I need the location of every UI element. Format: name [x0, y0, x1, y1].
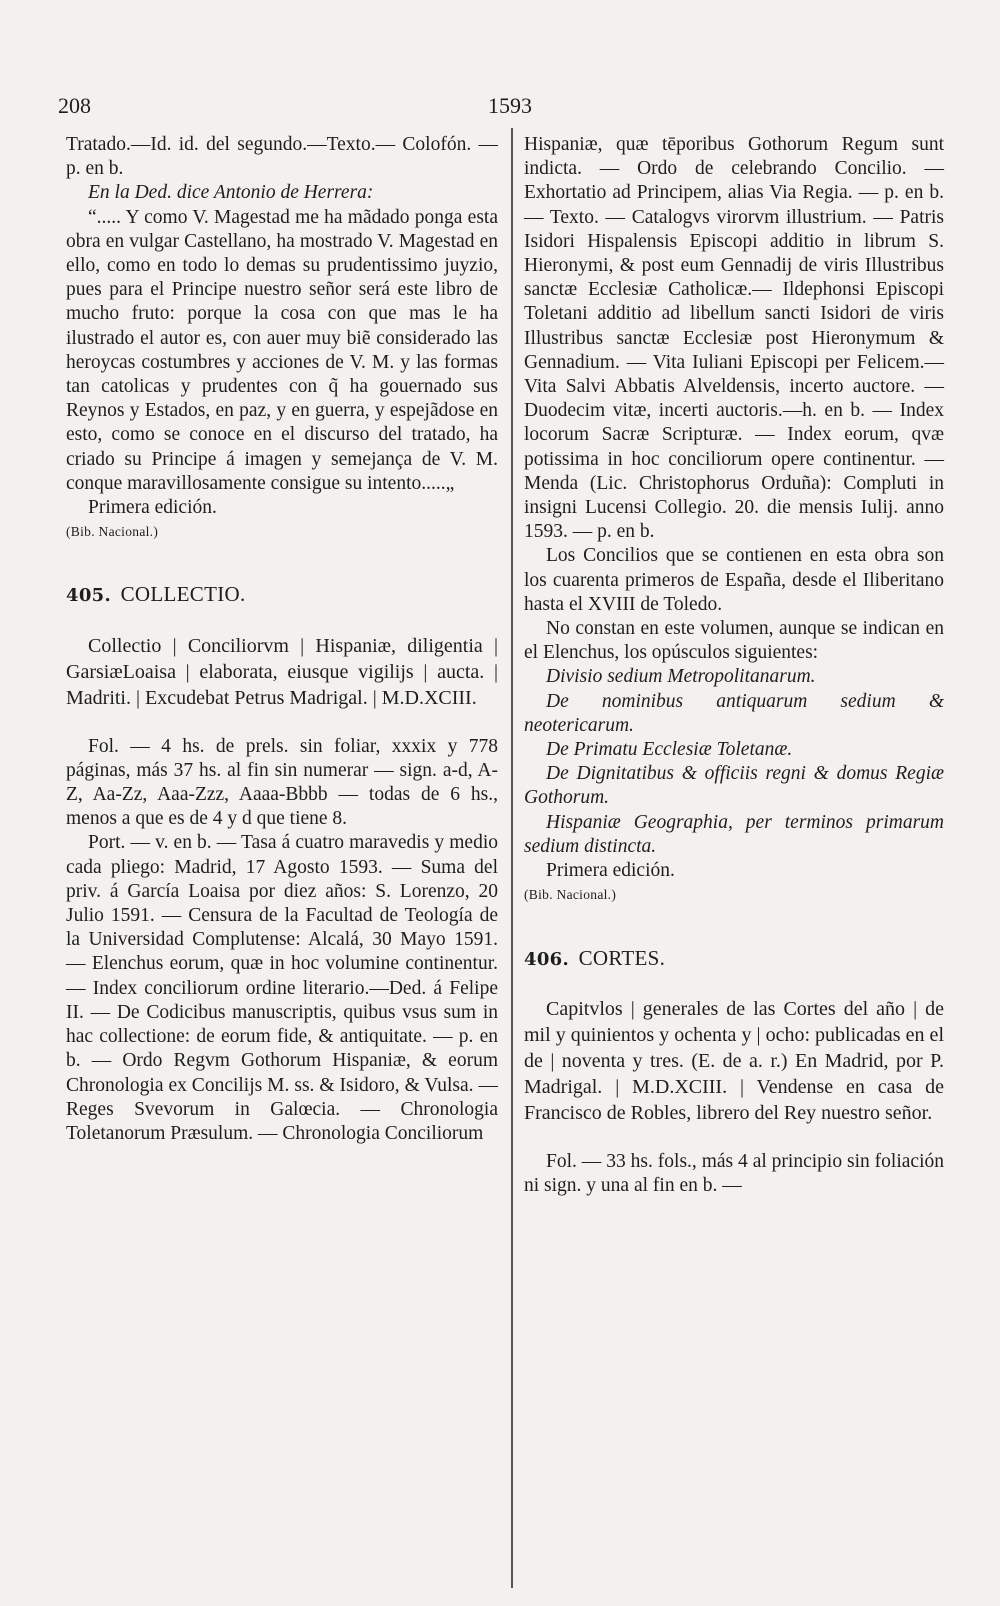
entry-number: 406.: [524, 948, 570, 970]
entry-number: 405.: [66, 585, 112, 607]
entry-title: Collectio | Conciliorvm | Hispaniæ, diligentia | GarsiæLoaisa | elaborata, eiusque vigilijs | aucta. | Madriti. | Excudebat Petrus Madrigal. | M.D.XCIII.: [66, 634, 498, 709]
edition-note: Primera edición.: [546, 860, 675, 882]
paragraph: Los Concilios que se contienen en esta obra son los cuarenta primeros de España, desde el Iliberitano hasta el XVIII de Toledo.: [524, 545, 944, 615]
left-column: [66, 133, 498, 1146]
page-year-heading: 1593: [488, 93, 532, 118]
paragraph: No constan en este volumen, aunque se indican en el Elenchus, los opúsculos siguientes:: [524, 618, 944, 664]
dedication-quote: “..... Y como V. Magestad me ha mãdado ponga esta obra en vulgar Castellano, ha mostrado V. Magestad en ello, como en todo lo demas su prudentissimo juyzio, pues para el Principe nuestro señor será este libro de mucho fruto: porque la cosa con que mas le ha ilustrado el autor es, con auer muy biẽ considerado las heroycas costumbres y acciones de V. M. y las formas tan catolicas y prudentes con q̃ ha gouernado sus Reynos y Estados, en paz, y en guerra, y espejãdose en esto, como se conoce en el discurso del tratado, ha criado su Principe á imagen y semejança de V. M. conque maravillosamente consigue su intento.....„: [66, 206, 498, 494]
entry-heading-405: [66, 582, 498, 608]
entry-description-collation: Fol. — 4 hs. de prels. sin foliar, xxxix y 778 páginas, más 37 hs. al fin sin numerar — sign. a-d, A-Z, Aa-Zz, Aaa-Zzz, Aaaa-Bbbb — todas de 6 hs., menos a que es de 4 y d que tiene 8.: [66, 735, 498, 830]
list-item: De nominibus antiquarum sedium & neotericarum.: [524, 690, 944, 736]
column-divider: [511, 128, 513, 1588]
entry-title-block: [66, 633, 498, 711]
dedication-intro: En la Ded. dice Antonio de Herrera:: [88, 182, 374, 204]
page-number: 208: [58, 93, 91, 118]
continuation-text: Tratado.—Id. id. del segundo.—Texto.— Colofón. — p. en b.: [66, 134, 498, 180]
list-item: De Dignitatibus & officiis regni & domus Regiæ Gothorum.: [524, 763, 944, 809]
entry-description: Fol. — 33 hs. fols., más 4 al principio sin foliación ni sign. y una al fin en b. —: [524, 1150, 944, 1196]
right-column: [524, 133, 944, 1198]
list-item: De Primatu Ecclesiæ Toletanæ.: [546, 739, 793, 761]
list-item: Divisio sedium Metropolitanarum.: [546, 666, 816, 688]
entry-heading-406: [524, 946, 944, 972]
entry-title-block: [524, 996, 944, 1126]
edition-note: Primera edición.: [88, 497, 217, 519]
entry-title-word: COLLECTIO.: [120, 582, 246, 607]
entry-title: Capitvlos | generales de las Cortes del año | de mil y quinientos y ochenta y | ocho: publicadas en el de | noventa y tres. (E. de a. r.) En Madrid, por P. Madrigal. | M.D.XCIII. | Vendense en casa de Francisco de Robles, librero del Rey nuestro señor.: [524, 997, 944, 1124]
entry-title-word: CORTES.: [578, 945, 666, 970]
entry-description-contents: Port. — v. en b. — Tasa á cuatro maravedis y medio cada pliego: Madrid, 17 Agosto 1593. — Suma del priv. á García Loaisa por diez años: S. Lorenzo, 20 Julio 1591. — Censura de la Facultad de Teología de la Universidad Complutense: Alcalá, 30 Mayo 1591. — Elenchus eorum, quæ in hoc volumine continentur. — Index conciliorum ordine literario.—Ded. á Felipe II. — De Codicibus manuscriptis, quibus vsus sum in hac collectione: de eorum fide, & antiquitate. — p. en b. — Ordo Regvm Gothorum Hispaniæ, & eorum Chronologia ex Concilijs M. ss. & Isidoro, & Vulsa. — Reges Svevorum in Galœcia. — Chronologia Toletanorum Præsulum. — Chronologia Conciliorum: [66, 832, 498, 1144]
continuation-text: Hispaniæ, quæ tēporibus Gothorum Regum sunt indicta. — Ordo de celebrando Concilio. — Exhortatio ad Principem, alias Via Regia. — p. en b. — Texto. — Catalogvs virorvm illustrium. — Patris Isidori Hispalensis Episcopi additio in librum S. Hieronymi, & post eum Gennadij de viris Illustribus sanctæ Ecclesiæ Catholicæ.— Ildephonsi Episcopi Toletani additio ad libellum sancti Isidori de viris Illustribus sanctæ Ecclesiæ post Hieronymum & Gennadium. — Vita Iuliani Episcopi per Felicem.—Vita Salvi Abbatis Alveldensis, incerto auctore. — Duodecim vitæ, incerti auctoris.—h. en b. — Index locorum Sacræ Scripturæ. — Index eorum, qvæ potissima in hoc conciliorum opere continentur. — Menda (Lic. Christophorus Orduña): Compluti in insigni Lucensi Collegio. 20. die mensis Iulij. anno 1593. — p. en b.: [524, 134, 944, 543]
library-note: (Bib. Nacional.): [524, 887, 617, 903]
list-item: Hispaniæ Geographia, per terminos primarum sedium distincta.: [524, 811, 944, 857]
library-note: (Bib. Nacional.): [66, 524, 159, 540]
